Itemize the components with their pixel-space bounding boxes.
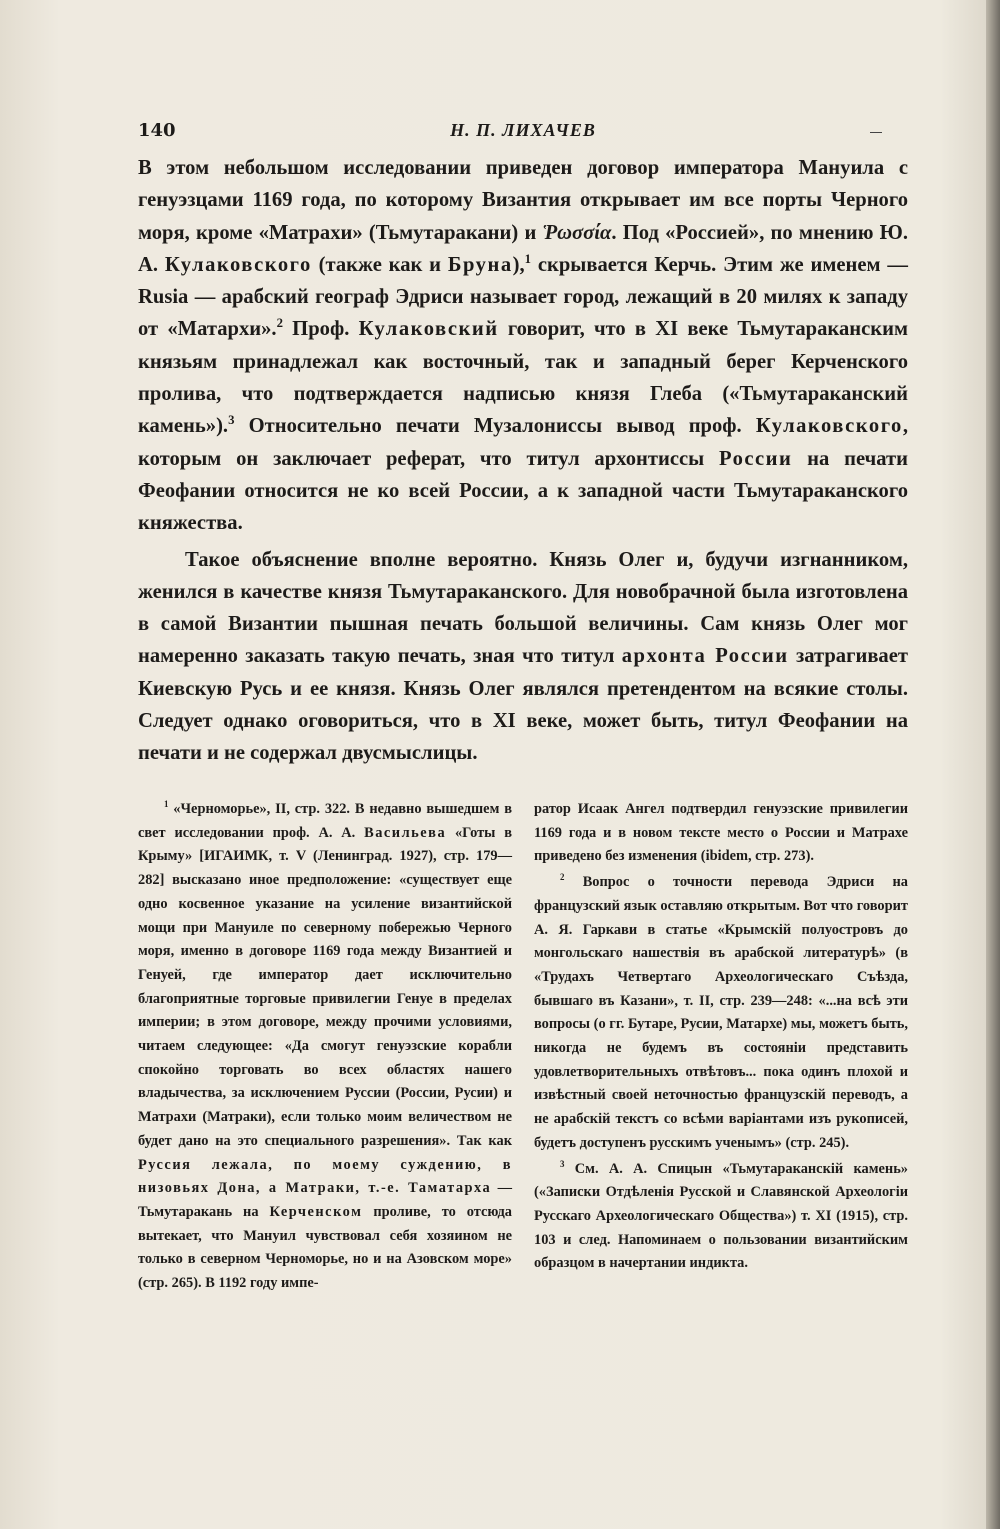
text-span: «Готы в Крыму» [ИГАИМК, т. V (Ленинград. 1927), стр. 179—282] высказано иное предположение: «существует еще одно косвенное указание на усиление византийской мощи при Мануиле по северному побережью Черного моря, именно в договоре 1169 года между Византией и Генуей, где император дает исключительно благоприятные торговые привилегии Генуе в пределах империи; в этом договоре, между прочими условиями, читаем следующее: «Да смогут генуэзские корабли спокойно торговать во всех областях нашего владычества, за исключением Руссии (России, Русии) и Матрахи (Матраки), если только моим величеством не будет дано на это специального разрешения». Так как: [138, 824, 512, 1149]
text-span: затрагивает Киевскую Русь и ее князя. Князь Олег являлся претендентом на всякие столы. Следует однако оговориться, что в XI веке, может быть, титул Феофании на печати и не содержал двусмыслицы.: [138, 645, 908, 765]
text-span: . Под «Россией», по мнению Ю. А.: [138, 221, 908, 276]
page: [138, 112, 908, 1292]
text-span: говорит, что в XI веке Тьмутараканским князьям принадлежал как восточный, так и западный берег Керченского пролива, что подтверждается надписью князя Глеба («Тьмутараканский камень»).: [138, 318, 908, 438]
text-span: В этом небольшом исследовании приведен договор императора Мануила с генуэзцами 1169 года, по которому Византия открывает им все порты Черного моря, кроме «Матрахи» (Тьмутаракани) и: [138, 157, 908, 244]
spaced-word: России: [719, 447, 793, 470]
footnote-number: 1: [164, 799, 169, 810]
text-span: проливе, то отсюда вытекает, что Мануил чувствовал себя хозяином не только в северном Черноморье, но и на Азовском море» (стр. 265). В 1192 году импе-: [138, 1203, 512, 1292]
footnote-ref-3[interactable]: 3: [228, 413, 235, 428]
header-dash-mark: [870, 132, 882, 133]
page-number: 140: [138, 120, 176, 141]
footnote-number: 3: [560, 1158, 565, 1169]
footnote-1-continued: ратор Исаак Ангел подтвердил генуэзские привилегии 1169 года и в новом тексте место о России и Матрахе приведено без изменения (ibidem, стр. 273).: [534, 801, 908, 865]
footnote-column-left: [138, 798, 512, 1296]
header-author: Н. П. ЛИХАЧЕВ: [450, 120, 596, 140]
spaced-name: Кулаковского: [755, 415, 903, 438]
spaced-name: Кулаковского: [164, 253, 312, 276]
scan-edge-shadow: [986, 0, 1000, 1529]
footnote-number: 2: [560, 872, 565, 883]
text-span: Проф.: [282, 318, 359, 341]
paragraph-2: [138, 544, 908, 770]
text-span: Относительно печати Музалониссы вывод проф.: [234, 415, 756, 438]
footnotes: [138, 798, 908, 1296]
text-span: Вопрос о точности перевода Эдриси на французский язык оставляю открытым. Вот что говорит А. Я. Гаркави в статье «Крымскій полуостровъ до монгольскаго нашествія въ арабской литературѣ» (в «Трудахъ Четвертаго Археологическаго Съѣзда, бывшаго въ Казани», т. II, стр. 239—248: «...на всѣ эти вопросы (о гг. Бутаре, Русии, Матархе) мы, можетъ быть, никогда не будемъ въ состояніи представить удовлетворительныхъ отвѣтовъ... пока одинъ плохой и извѣстный своей неточностью французскій переводъ, а не арабскій текстъ со всѣми варіантами изъ рукописей, будетъ доступенъ русскимъ ученымъ» (стр. 245).: [534, 874, 908, 1151]
footnote-2: [534, 871, 908, 1155]
text-span: (также как и: [311, 253, 448, 276]
text-span: ),: [512, 253, 525, 276]
spaced-name: Бруна: [447, 253, 513, 276]
footnote-3: [534, 1158, 908, 1277]
footnote-column-right: [534, 798, 908, 1296]
text-span: См. А. А. Спицын «Тьмутараканскій камень» («Записки Отдѣленія Русской и Славянской Археологіи Русскаго Археологическаго Общества») т. XI (1915), стр. 103 и след. Напоминаем о пользовании византийским образцом в начертании индикта.: [534, 1160, 908, 1272]
paragraph-1: [138, 152, 908, 540]
spaced-word: архонта России: [621, 645, 789, 668]
spaced-phrase: Руссия лежала, по моему суждению, в низовьях Дона, а Матраки, т.-е. Таматарха: [138, 1156, 512, 1197]
footnote-1: [138, 798, 512, 1296]
text-span: скрывается Керчь. Этим же именем — Rusia — арабский географ Эдриси называет город, лежащий в 20 милях к западу от «Матархи».: [138, 253, 908, 341]
text-span: на печати Феофании относится не ко всей России, а к западной части Тьмутараканского княжества.: [138, 447, 908, 535]
footnote-ref-2[interactable]: 2: [276, 316, 283, 331]
spaced-name: Васильева: [364, 824, 447, 841]
text-span: «Черноморье», II, стр. 322. В недавно вышедшем в свет исследовании проф. А. А.: [138, 801, 512, 841]
spaced-word: Керченском: [269, 1203, 363, 1220]
text-span: Такое объяснение вполне вероятно. Князь Олег и, будучи изгнанником, женился в качестве князя Тьмутараканского. Для новобрачной была изготовлена в самой Византии пышная печать большой величины. Сам князь Олег мог намеренно заказать такую печать, зная что титул: [138, 548, 908, 668]
main-text: [138, 152, 908, 770]
text-span: , которым он заключает реферат, что титул архонтиссы: [138, 415, 908, 470]
footnote-ref-1[interactable]: 1: [524, 252, 532, 267]
text-span: — Тьмутаракань на: [138, 1180, 512, 1220]
spaced-name: Кулаковский: [358, 318, 499, 341]
greek-word: Ῥωσσία: [542, 221, 612, 244]
running-header: [138, 112, 908, 152]
